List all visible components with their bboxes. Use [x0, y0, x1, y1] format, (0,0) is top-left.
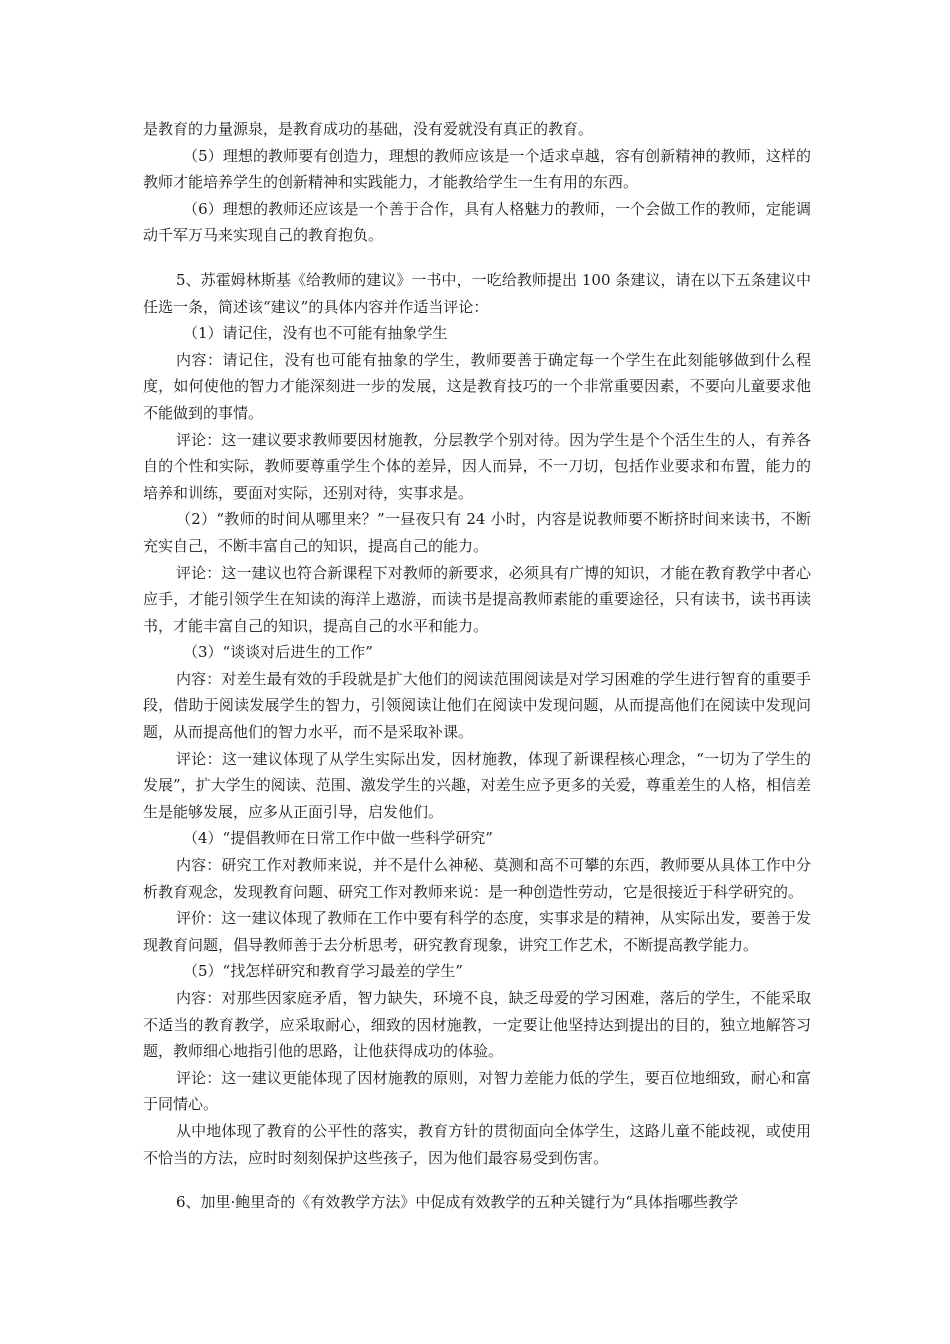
paragraph: （1）请记住，没有也不可能有抽象学生: [183, 324, 448, 343]
paragraph: 6、加里·鲍里奇的《有效教学方法》中促成有效教学的五种关键行为“具体指哪些教学: [176, 1193, 738, 1212]
paragraph: （2）“教师的时间从哪里来？”一昼夜只有 24 小时，内容是说教师要不断挤时间来读书，不断充实自己，不断丰富自己的知识，提高自己的能力。: [143, 510, 811, 555]
paragraph: 评价：这一建议体现了教师在工作中要有科学的态度，实事求是的精神，从实际出发，要善于发现教育问题，倡导教师善于去分析思考，研究教育现象，讲究工作艺术，不断提高教学能力。: [143, 909, 811, 954]
paragraph: 是教育的力量源泉，是教育成功的基础，没有爱就没有真正的教育。: [143, 120, 594, 138]
paragraph: （5）“找怎样研究和教育学习最差的学生”: [183, 962, 463, 981]
paragraph: 内容：对那些因家庭矛盾，智力缺失，环境不良，缺乏母爱的学习困难，落后的学生，不能采取不适当的教育教学，应采取耐心，细致的因材施教，一定要让他坚持达到提出的目的，独立地解答习题，教师细心地指引他的思路，让他获得成功的体验。: [143, 989, 811, 1061]
paragraph: （3）“谈谈对后进生的工作”: [183, 643, 373, 662]
paragraph: 5、苏霍姆林斯基《给教师的建议》一书中，一吃给教师提出 100 条建议，请在以下五条建议中任选一条，简述该“建议”的具体内容并作适当评论：: [143, 270, 811, 316]
paragraph: 内容：研究工作对教师来说，并不是什么神秘、莫测和高不可攀的东西，教师要从具体工作中分析教育观念，发现教育问题、研究工作对教师来说：是一种创造性劳动，它是很接近于科学研究的。: [143, 856, 811, 901]
paragraph: 内容：对差生最有效的手段就是扩大他们的阅读范围阅读是对学习困难的学生进行智育的重要手段，借助于阅读发展学生的智力，引领阅读让他们在阅读中发现问题，从而提高他们在阅读中发现问题，从而提高他们的智力水平，而不是采取补课。: [143, 669, 811, 742]
paragraph: （5）理想的教师要有创造力，理想的教师应该是一个适求卓越，容有创新精神的教师，这样的教师才能培养学生的创新精神和实践能力，才能教给学生一生有用的东西。: [143, 146, 811, 192]
document-body: [143, 116, 811, 1216]
paragraph: （6）理想的教师还应该是一个善于合作，具有人格魅力的教师，一个会做工作的教师，定能调动千军万马来实现自己的教育抱负。: [143, 199, 811, 245]
paragraph: 从中地体现了教育的公平性的落实，教育方针的贯彻面向全体学生，这路儿童不能歧视，或使用不恰当的方法，应时时刻刻保护这些孩子，因为他们最容易受到伤害。: [143, 1121, 811, 1167]
paragraph: 评论：这一建议要求教师要因材施教，分层教学个别对待。因为学生是个个活生生的人，有养各自的个性和实际，教师要尊重学生个体的差异，因人而异，不一刀切，包括作业要求和布置，能力的培养和训练，要面对实际，还别对待，实事求是。: [143, 430, 811, 502]
paragraph: 评论：这一建议也符合新课程下对教师的新要求，必须具有广博的知识，才能在教育教学中者心应手，才能引领学生在知读的海洋上遨游，而读书是提高教师素能的重要途径，只有读书，读书再读书，才能丰富自己的知识，提高自己的水平和能力。: [143, 563, 811, 635]
paragraph: 评论：这一建议体现了从学生实际出发，因材施教，体现了新课程核心理念，“一切为了学生的发展”，扩大学生的阅读、范围、激发学生的兴趣，对差生应予更多的关爱，尊重差生的人格，相信差生是能够发展，应多从正面引导，启发他们。: [143, 749, 811, 821]
paragraph: （4）“提倡教师在日常工作中做一些科学研究”: [183, 829, 493, 848]
paragraph: 内容：请记住，没有也可能有抽象的学生，教师要善于确定每一个学生在此刻能够做到什么程度，如何使他的智力才能深刻进一步的发展，这是教育技巧的一个非常重要因素，不要向儿童要求他不能做到的事情。: [143, 350, 811, 422]
paragraph: 评论：这一建议更能体现了因材施教的原则，对智力差能力低的学生，要百位地细致，耐心和富于同情心。: [143, 1068, 811, 1114]
